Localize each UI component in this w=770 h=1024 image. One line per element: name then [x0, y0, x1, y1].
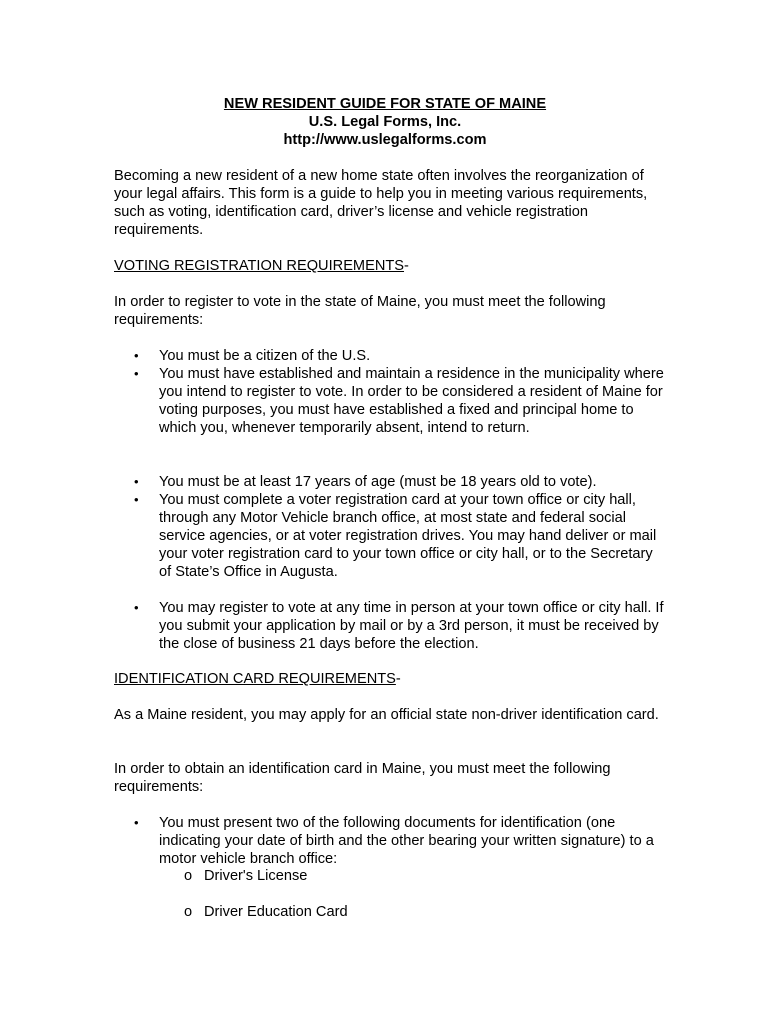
- id-card-heading-text: IDENTIFICATION CARD REQUIREMENTS: [114, 671, 396, 687]
- id-card-heading: [114, 670, 664, 688]
- id-card-paragraph-1: As a Maine resident, you may apply for an official state non-driver identification card.: [114, 707, 659, 723]
- voting-bullet-3: You must be at least 17 years of age (must be 18 years old to vote).: [159, 474, 597, 490]
- voting-heading: [114, 257, 664, 275]
- bullet-icon: •: [134, 492, 139, 507]
- publisher-url: http://www.uslegalforms.com: [283, 132, 487, 148]
- bullet-icon: •: [134, 815, 139, 830]
- bullet-icon: •: [134, 348, 139, 363]
- voting-bullet-2: You must have established and maintain a residence in the municipality where you intend to register to vote. In order to be considered a resident of Maine for voting purposes, you must have established a fixed and principal home to which you, whenever temporarily absent, intend to return.: [159, 366, 664, 436]
- bullet-icon: •: [134, 600, 139, 615]
- publisher-name: U.S. Legal Forms, Inc.: [308, 114, 462, 130]
- id-doc-item: Driver's License: [204, 868, 308, 884]
- bullet-icon: •: [134, 366, 139, 381]
- document-title: NEW RESIDENT GUIDE FOR STATE OF MAINE: [223, 96, 547, 112]
- voting-bullet-4: You must complete a voter registration card at your town office or city hall, through any Motor Vehicle branch office, at most state and federal social service agencies, or at voter registration drives. You may hand deliver or mail your voter registration card to your town office or city hall, or to the Secretary of State’s Office in Augusta.: [159, 492, 657, 580]
- bullet-icon: •: [134, 474, 139, 489]
- sub-bullet-marker: o: [184, 904, 193, 920]
- voting-bullet-5: You may register to vote at any time in person at your town office or city hall. If you submit your application by mail or by a 3rd person, it must be received by the close of business 21 days before the election.: [159, 600, 664, 652]
- voting-intro: In order to register to vote in the state of Maine, you must meet the following requirements:: [114, 294, 606, 328]
- intro-paragraph: Becoming a new resident of a new home state often involves the reorganization of your legal affairs. This form is a guide to help you in meeting various requirements, such as voting, identification card, driver’s license and vehicle registration requirements.: [114, 168, 648, 238]
- id-card-paragraph-2: In order to obtain an identification card in Maine, you must meet the following requirements:: [114, 761, 611, 795]
- voting-bullet-1: You must be a citizen of the U.S.: [159, 348, 371, 364]
- id-card-heading-dash: -: [395, 671, 401, 687]
- sub-bullet-marker: o: [184, 868, 193, 884]
- id-doc-item: Driver Education Card: [204, 904, 348, 920]
- id-card-bullet-1: You must present two of the following documents for identification (one indicating your date of birth and the other bearing your written signature) to a motor vehicle branch office:: [159, 815, 654, 867]
- voting-heading-dash: -: [404, 258, 409, 274]
- voting-heading-text: VOTING REGISTRATION REQUIREMENTS: [114, 258, 405, 274]
